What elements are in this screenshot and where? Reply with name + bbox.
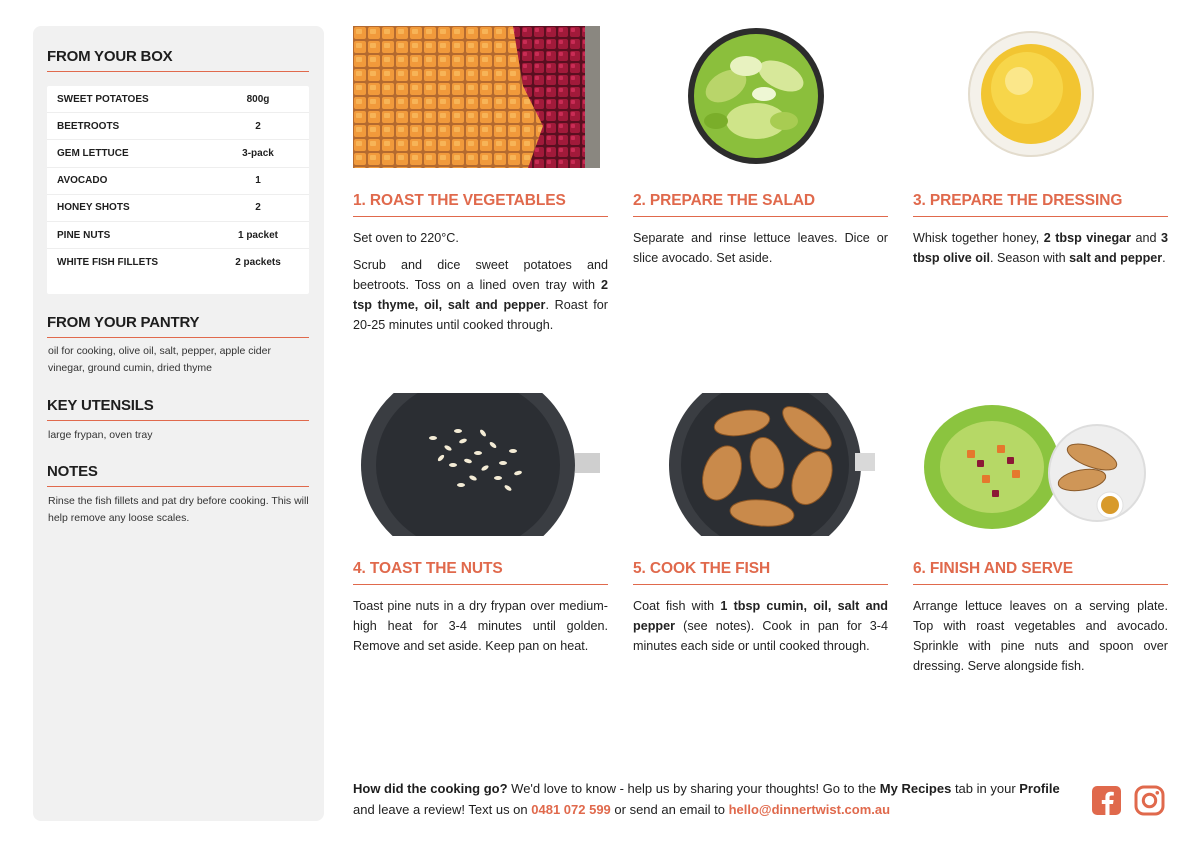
from-your-box-title: FROM YOUR BOX xyxy=(47,48,309,72)
step-2-p1: Separate and rinse lettuce leaves. Dice or slice avocado. Set aside. xyxy=(633,231,888,265)
table-row xyxy=(47,140,309,167)
step-6-title: 6. FINISH AND SERVE xyxy=(913,560,1168,585)
ingredient-name: BEETROOTS xyxy=(57,120,120,132)
step-5-text-a: Coat fish with xyxy=(633,599,721,613)
step-4-title: 4. TOAST THE NUTS xyxy=(353,560,608,585)
ingredient-name: SWEET POTATOES xyxy=(57,93,149,105)
step-1-text xyxy=(353,228,608,342)
step-6-p1: Arrange lettuce leaves on a serving plate. Top with roast vegetables and avocado. Sprinkle with pine nuts and spoon over dressing. Serve alongside fish. xyxy=(913,599,1168,673)
ingredient-qty: 1 packet xyxy=(237,229,279,241)
notes-title: NOTES xyxy=(47,463,309,487)
table-row xyxy=(47,222,309,249)
finish-and-serve-image xyxy=(922,395,1152,537)
step-5-bold-b: 1 tbsp cumin, oil, salt and pepper xyxy=(633,599,888,633)
ingredient-qty: 2 packets xyxy=(235,256,281,268)
ingredient-name: PINE NUTS xyxy=(57,229,111,241)
ingredient-name: WHITE FISH FILLETS xyxy=(57,256,159,268)
review-footer xyxy=(353,778,1073,820)
pantry-text: oil for cooking, olive oil, salt, pepper, apple cider vinegar, ground cumin, dried thyme xyxy=(48,345,271,374)
ingredient-qty: 2 xyxy=(255,120,261,132)
roast-vegetables-image xyxy=(353,26,600,168)
table-row xyxy=(47,249,309,275)
footer-text-4: or send an email to xyxy=(610,802,729,817)
ingredient-name: GEM LETTUCE xyxy=(57,147,129,159)
footer-text-2: tab in your xyxy=(951,781,1020,796)
step-1-p2-bold: 2 tsp thyme, oil, salt and pepper xyxy=(353,278,608,312)
utensils-text: large frypan, oven tray xyxy=(48,429,153,441)
step-1-p2-text: Scrub and dice sweet potatoes and beetroots. Toss on a lined oven tray with xyxy=(353,258,608,292)
prepare-dressing-image xyxy=(967,26,1095,162)
ingredient-name: AVOCADO xyxy=(57,175,108,187)
email-link[interactable]: hello@dinnertwist.com.au xyxy=(728,802,891,817)
instagram-icon[interactable] xyxy=(1134,785,1165,821)
step-2-title: 2. PREPARE THE SALAD xyxy=(633,192,888,217)
footer-text-3: and leave a review! Text us on xyxy=(353,802,532,817)
ingredient-name: HONEY SHOTS xyxy=(57,202,130,214)
step-3-text-e: . Season with xyxy=(989,251,1070,265)
table-row xyxy=(47,113,309,140)
step-5-text-c: (see notes). Cook in pan for 3-4 minutes each side or until cooked through. xyxy=(633,619,888,653)
step-5-title: 5. COOK THE FISH xyxy=(633,560,888,585)
step-3-title: 3. PREPARE THE DRESSING xyxy=(913,192,1168,217)
notes-text: Rinse the fish fillets and pat dry before cooking. This will help remove any loose scales. xyxy=(48,495,309,524)
step-1-p2 xyxy=(353,255,608,335)
step-1-p2-tail: . Roast for 20-25 minutes until cooked through. xyxy=(353,298,609,332)
step-3-text-g: . xyxy=(1162,251,1166,265)
step-3-text-c: and xyxy=(1131,231,1161,245)
box-ingredients-table xyxy=(47,86,309,294)
facebook-icon[interactable] xyxy=(1091,785,1122,821)
footer-question: How did the cooking go? xyxy=(353,781,508,796)
step-4-text xyxy=(353,596,608,663)
step-6-text xyxy=(913,596,1168,683)
phone-number-link[interactable]: 0481 072 599 xyxy=(531,802,611,817)
my-recipes-link[interactable]: My Recipes xyxy=(879,781,952,796)
step-3-text-a: Whisk together honey, xyxy=(913,231,1044,245)
prepare-salad-image xyxy=(686,26,826,166)
cook-fish-image xyxy=(667,393,887,536)
step-5-p1 xyxy=(633,596,888,656)
ingredient-qty: 1 xyxy=(255,175,261,187)
ingredient-qty: 800g xyxy=(246,93,270,105)
profile-link[interactable]: Profile xyxy=(1019,781,1060,796)
footer-text-1: We'd love to know - help us by sharing your thoughts! Go to the xyxy=(507,781,880,796)
table-row xyxy=(47,195,309,222)
step-3-bold-d: 3 tbsp olive oil xyxy=(913,231,1169,265)
table-row xyxy=(47,86,309,113)
step-1-p1: Set oven to 220°C. xyxy=(353,231,459,245)
step-4-p1: Toast pine nuts in a dry frypan over medium-high heat for 3-4 minutes until golden. Remove and set aside. Keep pan on heat. xyxy=(353,599,608,653)
key-utensils-title: KEY UTENSILS xyxy=(47,397,309,421)
step-3-p1 xyxy=(913,228,1168,268)
step-3-bold-f: salt and pepper xyxy=(1069,251,1163,265)
table-row xyxy=(47,168,309,195)
from-your-pantry-title: FROM YOUR PANTRY xyxy=(47,314,309,338)
step-5-text xyxy=(633,596,888,663)
step-1-title: 1. ROAST THE VEGETABLES xyxy=(353,192,608,217)
ingredient-qty: 2 xyxy=(255,202,261,214)
ingredients-sidebar xyxy=(33,26,324,821)
step-2-text xyxy=(633,228,888,275)
toast-nuts-image xyxy=(353,393,600,536)
ingredient-qty: 3-pack xyxy=(242,147,274,159)
step-3-bold-b: 2 tbsp vinegar xyxy=(1043,231,1132,245)
step-3-text xyxy=(913,228,1168,275)
